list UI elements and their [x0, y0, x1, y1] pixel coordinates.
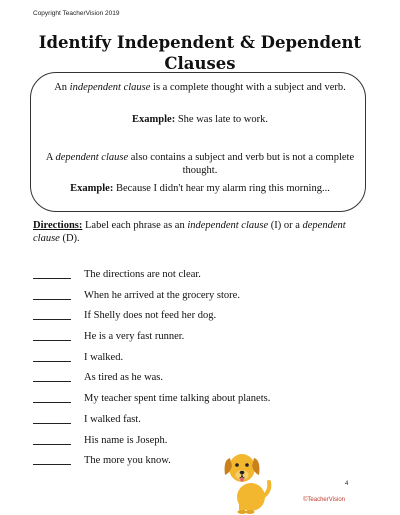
exercise-phrase: As tired as he was. [84, 372, 164, 384]
exercise-list [33, 268, 363, 475]
page-title-line-2: Clauses [164, 54, 236, 73]
independent-definition [40, 81, 360, 94]
exercise-phrase: My teacher spent time talking about planets. [84, 393, 271, 405]
directions-label: Directions: [33, 220, 83, 231]
answer-blank[interactable] [33, 340, 71, 341]
exercise-phrase: The directions are not clear. [84, 269, 201, 280]
exercise-phrase: He is a very fast runner. [84, 331, 185, 343]
exercise-phrase: His name is Joseph. [84, 434, 168, 446]
dependent-example-label: Example: [70, 183, 114, 194]
exercise-item [33, 371, 363, 392]
answer-blank[interactable] [33, 319, 71, 320]
independent-article: An [54, 82, 68, 93]
answer-blank[interactable] [33, 464, 71, 465]
independent-example-text: She was late to work. [177, 114, 268, 125]
directions-dependent-term: dependent clause [33, 220, 346, 244]
exercise-item [33, 413, 363, 434]
independent-term: independent clause [69, 82, 151, 93]
answer-blank[interactable] [33, 278, 71, 279]
answer-blank[interactable] [33, 423, 71, 424]
exercise-item [33, 392, 363, 413]
directions-part-3: (D). [62, 233, 80, 244]
exercise-item [33, 289, 363, 310]
dependent-term: dependent clause [55, 152, 129, 163]
answer-blank[interactable] [33, 402, 71, 403]
answer-blank[interactable] [33, 361, 71, 362]
dependent-definition-rest: also contains a subject and verb but is not a complete thought. [130, 152, 355, 176]
directions-part-1: Label each phrase as an [85, 220, 185, 231]
exercise-item [33, 268, 363, 289]
exercise-item [33, 309, 363, 330]
exercise-phrase: The more you know. [84, 455, 171, 467]
copyright-text: Copyright TeacherVision 2019 [33, 10, 120, 17]
directions [33, 219, 368, 245]
dependent-example [40, 182, 360, 195]
exercise-phrase: I walked fast. [84, 413, 141, 425]
dog-illustration [221, 448, 275, 514]
exercise-phrase: If Shelly does not feed her dog. [84, 310, 217, 322]
exercise-item [33, 434, 363, 455]
directions-independent-term: independent clause [187, 220, 269, 231]
exercise-item [33, 351, 363, 372]
dependent-article: A [45, 152, 53, 163]
answer-blank[interactable] [33, 381, 71, 382]
exercise-phrase: When he arrived at the grocery store. [84, 289, 240, 301]
exercise-phrase: I walked. [84, 351, 124, 363]
independent-example [40, 113, 360, 126]
dependent-example-text: Because I didn't hear my alarm ring this morning... [115, 183, 330, 194]
independent-definition-rest: is a complete thought with a subject and verb. [153, 82, 346, 93]
exercise-item [33, 330, 363, 351]
answer-blank[interactable] [33, 299, 71, 300]
directions-part-2: (I) or a [270, 220, 300, 231]
page-title-line-1: Identify Independent & Dependent [38, 33, 362, 52]
dependent-definition [40, 151, 360, 177]
page-number: 4 [345, 481, 349, 487]
answer-blank[interactable] [33, 444, 71, 445]
exercise-item [33, 454, 363, 475]
independent-example-label: Example: [132, 114, 176, 125]
brand-logo-text: ©TeacherVision [303, 497, 345, 503]
